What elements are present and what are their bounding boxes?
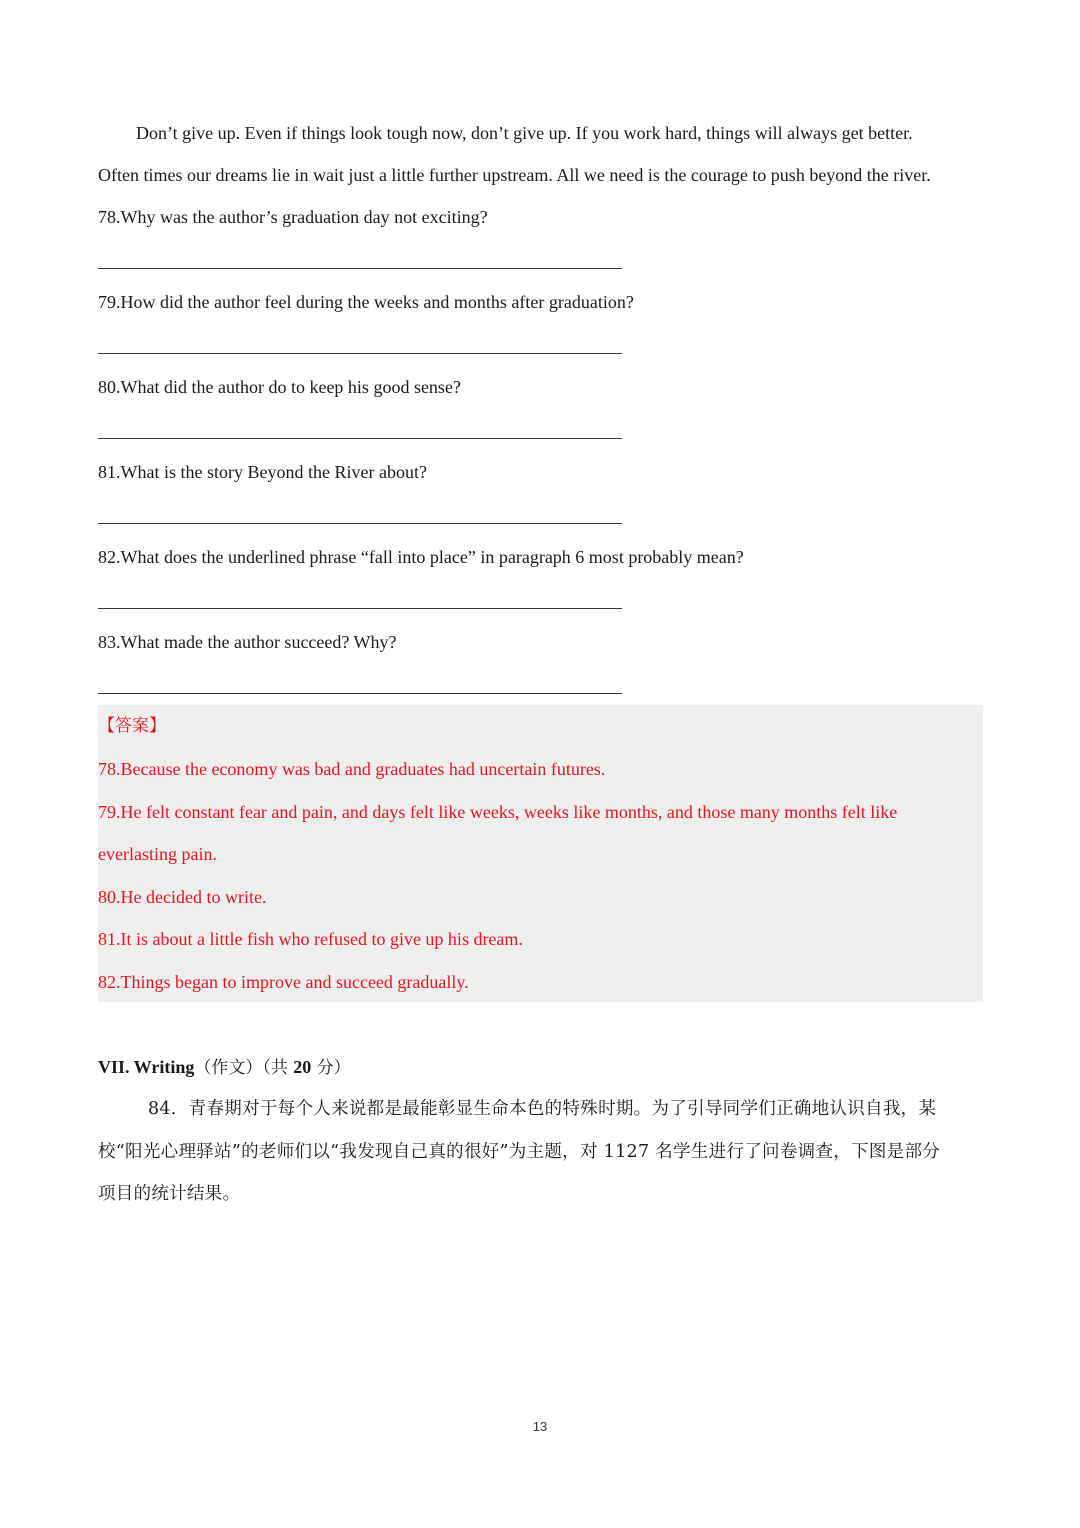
passage-line-2: Often times our dreams lie in wait just a little further upstream. All we need is the courage to push beyond the river.	[98, 165, 931, 185]
question-82: 82.What does the underlined phrase “fall into place” in paragraph 6 most probably mean?	[98, 547, 744, 567]
answer-blank-80	[98, 438, 622, 439]
writing-heading-title: VII. Writing	[98, 1057, 195, 1077]
question-83: 83.What made the author succeed? Why?	[98, 632, 397, 652]
passage-line-1: Don’t give up. Even if things look tough now, don’t give up. If you work hard, things will always get better.	[136, 123, 913, 143]
question-78: 78.Why was the author’s graduation day not exciting?	[98, 207, 488, 227]
answer-79-line-1: 79.He felt constant fear and pain, and days felt like weeks, weeks like months, and those many months felt like	[98, 802, 898, 822]
answer-79-line-2: everlasting pain.	[98, 844, 217, 864]
writing-prompt-line-2: 校“阳光心理驿站”的老师们以“我发现自己真的很好”为主题，对 1127 名学生进行了问卷调查，下图是部分	[98, 1142, 941, 1162]
question-81: 81.What is the story Beyond the River about?	[98, 462, 427, 482]
answer-blank-83	[98, 693, 622, 694]
page-number: 13	[532, 1419, 548, 1434]
answer-blank-81	[98, 523, 622, 524]
writing-section-heading	[98, 1054, 351, 1081]
writing-heading-score: 20	[293, 1057, 312, 1077]
answer-blank-79	[98, 353, 622, 354]
question-79: 79.How did the author feel during the weeks and months after graduation?	[98, 292, 634, 312]
answer-key-label: 【答案】	[98, 716, 166, 736]
answer-blank-78	[98, 268, 622, 269]
answer-80: 80.He decided to write.	[98, 887, 267, 907]
answer-key-box	[98, 705, 983, 1002]
answer-blank-82	[98, 608, 622, 609]
answer-78: 78.Because the economy was bad and graduates had uncertain futures.	[98, 759, 606, 779]
writing-prompt-line-1: 84．青春期对于每个人来说都是最能彰显生命本色的特殊时期。为了引导同学们正确地认识自我，某	[148, 1099, 937, 1119]
question-80: 80.What did the author do to keep his good sense?	[98, 377, 461, 397]
answer-82: 82.Things began to improve and succeed gradually.	[98, 972, 469, 992]
writing-heading-end: 分）	[311, 1058, 351, 1078]
writing-prompt-line-3: 项目的统计结果。	[98, 1184, 241, 1204]
answer-81: 81.It is about a little fish who refused to give up his dream.	[98, 929, 523, 949]
writing-heading-cn: （作文）（共	[194, 1058, 294, 1078]
